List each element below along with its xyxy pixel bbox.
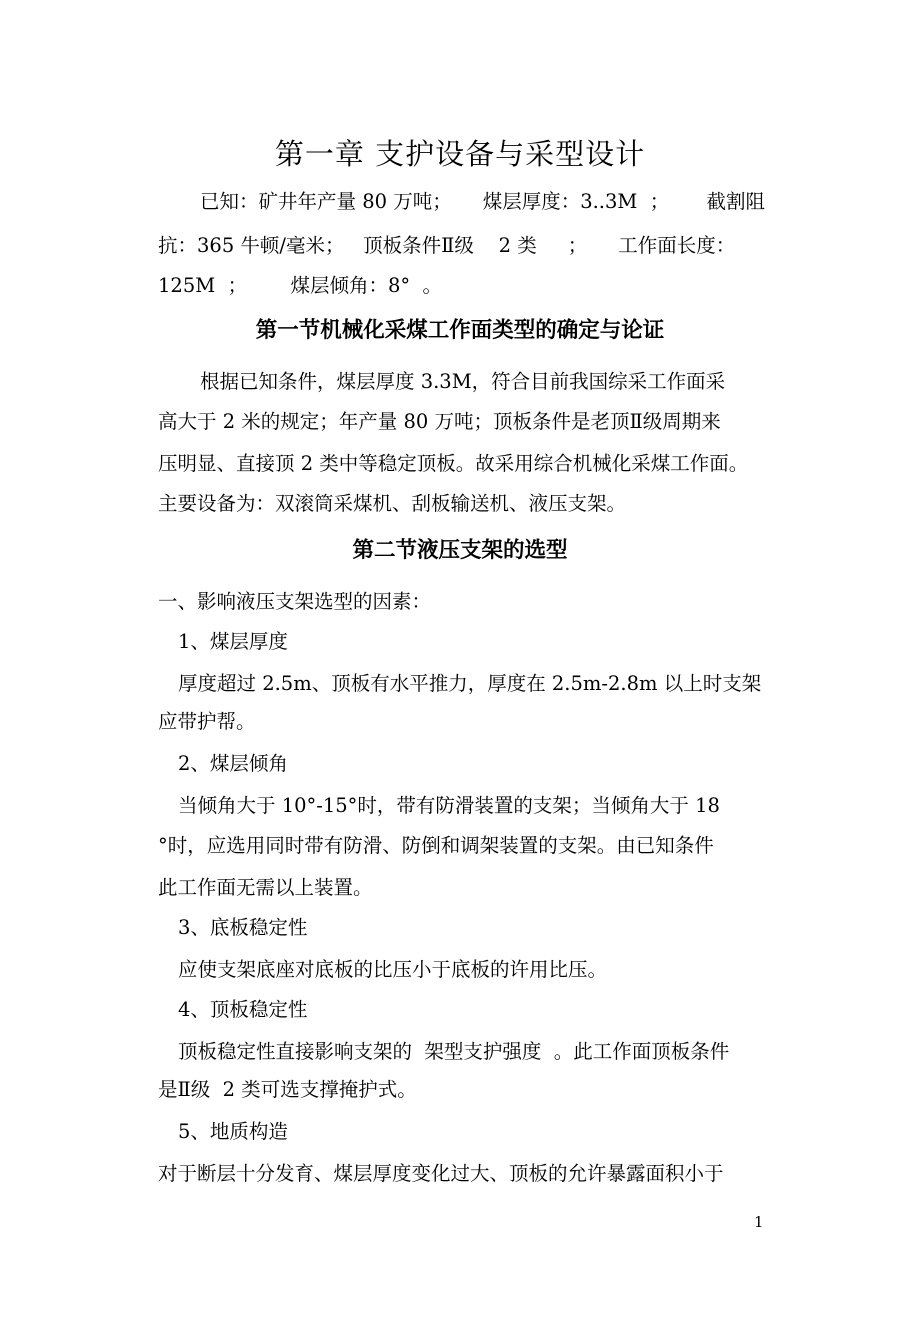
- known-conditions-line-3: 125M ； 煤层倾角：8° 。: [158, 274, 443, 297]
- item-5-title: 5、地质构造: [178, 1120, 288, 1143]
- item-2-title: 2、煤层倾角: [178, 752, 288, 775]
- page-number: 1: [754, 1213, 764, 1231]
- known-conditions-line-2: 抗：365 牛顿/毫米； 顶板条件Ⅱ级 2 类 ； 工作面长度：: [158, 234, 736, 257]
- item-5-line-1: 对于断层十分发育、煤层厚度变化过大、顶板的允许暴露面积小于: [158, 1162, 724, 1185]
- item-1-line-1: 厚度超过 2.5m、顶板有水平推力，厚度在 2.5m-2.8m 以上时支架: [178, 672, 762, 695]
- item-4-title: 4、顶板稳定性: [178, 998, 308, 1021]
- section-1-line-2: 高大于 2 米的规定；年产量 80 万吨；顶板条件是老顶Ⅱ级周期来: [158, 410, 721, 433]
- section-1-line-1: 根据已知条件，煤层厚度 3.3M，符合目前我国综采工作面采: [200, 370, 726, 393]
- item-4-line-1: 顶板稳定性直接影响支架的 架型支护强度 。此工作面顶板条件: [178, 1040, 730, 1063]
- item-2-line-2: °时，应选用同时带有防滑、防倒和调架装置的支架。由已知条件: [158, 834, 714, 857]
- section-1-line-3: 压明显、直接顶 2 类中等稳定顶板。故采用综合机械化采煤工作面。: [158, 452, 749, 475]
- item-1-line-2: 应带护帮。: [158, 710, 256, 733]
- item-4-line-2: 是Ⅱ级 2 类可选支撑掩护式。: [158, 1078, 417, 1101]
- section-2-subheading: 一、影响液压支架选型的因素：: [158, 590, 432, 613]
- section-1-line-4: 主要设备为：双滚筒采煤机、刮板输送机、液压支架。: [158, 492, 627, 515]
- item-2-line-1: 当倾角大于 10°-15°时，带有防滑装置的支架；当倾角大于 18: [178, 794, 720, 817]
- section-1-heading: 第一节机械化采煤工作面类型的确定与论证: [255, 318, 665, 343]
- chapter-title: 第一章 支护设备与采型设计: [274, 137, 646, 171]
- item-3-line-1: 应使支架底座对底板的比压小于底板的许用比压。: [178, 958, 608, 981]
- item-3-title: 3、底板稳定性: [178, 916, 308, 939]
- known-conditions-line-1: 已知：矿井年产量 80 万吨； 煤层厚度：3..3M ； 截割阻: [200, 190, 765, 213]
- item-2-line-3: 此工作面无需以上装置。: [158, 876, 373, 899]
- section-2-heading: 第二节液压支架的选型: [352, 538, 568, 563]
- item-1-title: 1、煤层厚度: [178, 630, 288, 653]
